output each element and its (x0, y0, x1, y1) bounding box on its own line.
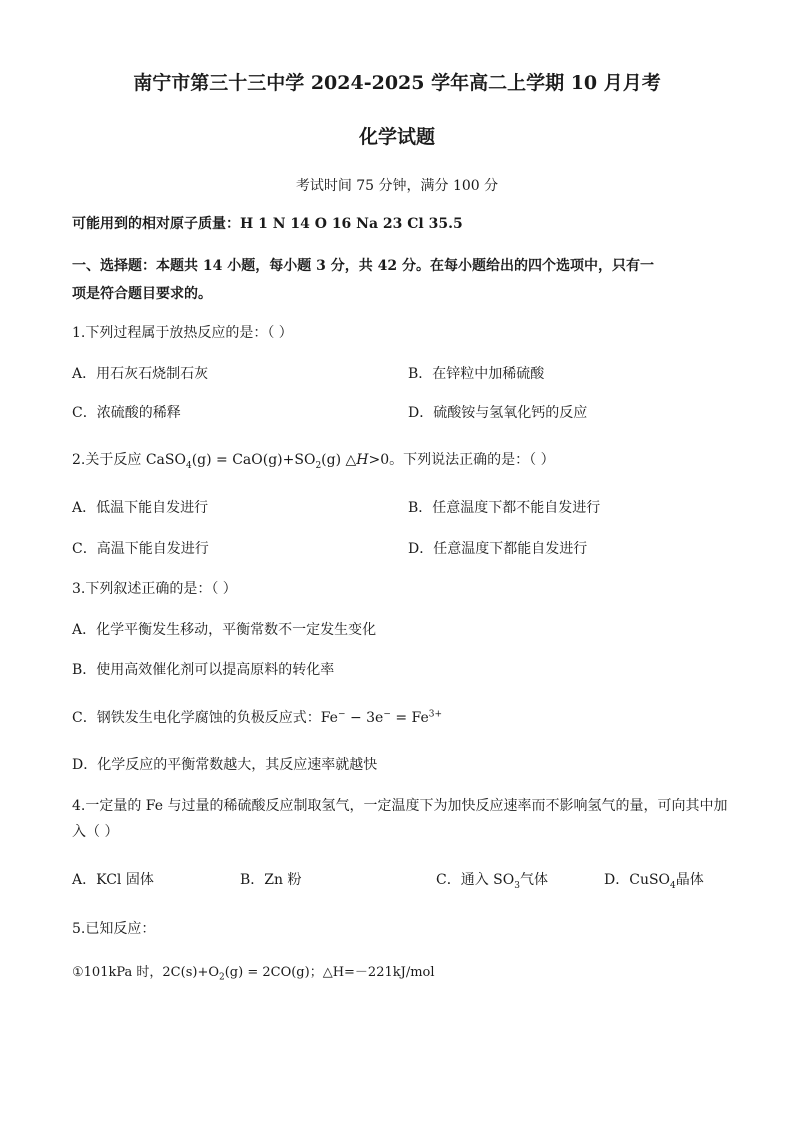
q1-option-d: D．硫酸铵与氢氧化钙的反应 (408, 405, 588, 421)
q4-option-d (604, 870, 704, 890)
q3-option-a: A．化学平衡发生移动，平衡常数不一定发生变化 (72, 622, 377, 638)
q2-option-a: A．低温下能自发进行 (72, 500, 209, 516)
q2-option-c: C．高温下能自发进行 (72, 541, 209, 557)
q3-equation: $Fe^- - 3e^- = Fe^{3+}$ (320, 709, 443, 726)
q5-item-1 (72, 963, 435, 983)
question-2-stem (72, 450, 555, 470)
q1-option-b: B．在锌粒中加稀硫酸 (408, 366, 545, 382)
q4-option-c-prefix: C．通入 (436, 872, 494, 888)
question-1-stem: 1.下列过程属于放热反应的是：（ ） (72, 325, 293, 341)
page-subtitle: 化学试题 (358, 126, 435, 148)
q4-option-a: A．KCl 固体 (72, 872, 154, 888)
q3-option-d: D．化学反应的平衡常数越大，其反应速率就越快 (72, 757, 378, 773)
q4-option-d-prefix: D． (604, 872, 630, 888)
q2-stem-suffix: 。下列说法正确的是：（ ） (389, 452, 555, 468)
question-5-stem: 5.已知反应： (72, 921, 156, 937)
q3-option-b: B．使用高效催化剂可以提高原料的转化率 (72, 662, 335, 678)
q5-item-1-prefix: ①101kPa 时， (72, 965, 163, 980)
q5-equation: $2C(s)+O_2(g) = 2CO(g)$ (162, 965, 310, 983)
q4-option-c (436, 870, 548, 890)
q4-option-c-suffix: 气体 (519, 872, 548, 888)
section-heading-cont: 项是符合题目要求的。 (72, 286, 212, 302)
question-4-stem: 4.一定量的 Fe 与过量的稀硫酸反应制取氢气，一定温度下为加快反应速率而不影响氢气的量，可向其中加 (72, 798, 728, 814)
q3-option-c-text: C．钢铁发生电化学腐蚀的负极反应式： (72, 710, 321, 726)
q4-option-b: B．Zn 粉 (240, 872, 302, 888)
q3-option-c (72, 708, 442, 728)
q1-option-c: C．浓硫酸的稀释 (72, 405, 181, 421)
q4-option-d-formula: CuSO$_4$ (629, 872, 676, 891)
q5-item-1-suffix: ；△H=－221kJ/mol (309, 965, 435, 980)
q1-option-a: A．用石灰石烧制石灰 (72, 366, 209, 382)
q4-option-c-formula: $SO_3$ (493, 872, 520, 891)
q2-option-d: D．任意温度下都能自发进行 (408, 541, 588, 557)
page-title: 南宁市第三十三中学 2024-2025 学年高二上学期 10 月月考 (133, 72, 661, 94)
q2-equation: CaSO$_4$(g) = $CaO(g)+SO_2(g)$ △H>0 (145, 452, 390, 471)
q2-option-b: B．任意温度下都不能自发进行 (408, 500, 601, 516)
section-heading: 一、选择题：本题共 14 小题，每小题 3 分，共 42 分。在每小题给出的四个选项中，只有一 (72, 258, 654, 274)
atomic-masses: 可能用到的相对原子质量：H 1 N 14 O 16 Na 23 Cl 35.5 (72, 216, 463, 232)
question-4-stem-cont: 入（ ） (72, 824, 119, 840)
q2-stem-prefix: 2.关于反应 (72, 452, 146, 468)
exam-info: 考试时间 75 分钟，满分 100 分 (295, 178, 499, 194)
question-3-stem: 3.下列叙述正确的是：（ ） (72, 581, 237, 597)
q4-option-d-suffix: 晶体 (675, 872, 704, 888)
